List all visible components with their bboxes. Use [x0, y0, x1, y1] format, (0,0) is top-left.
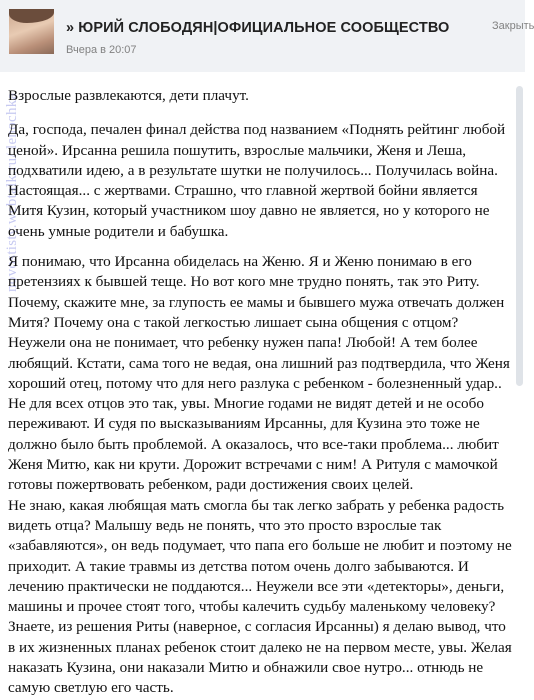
post-paragraph: Взрослые развлекаются, дети плачут. — [8, 87, 249, 104]
scrollbar-thumb[interactable] — [516, 86, 523, 386]
post-header — [0, 0, 534, 72]
close-link[interactable]: Закрыть — [492, 20, 534, 32]
post-paragraph: Знаете, из решения Риты (наверное, с согласия Ирсанны) я делаю вывод, что в их жизненных планах ребенок стоит далеко не на первом месте, увы. Желая наказать Кузина, они наказали Митю и обнажили свое нутро... отнюдь не самую светлую его часть. — [8, 618, 512, 697]
community-title[interactable]: » ЮРИЙ СЛОБОДЯН|ОФИЦИАЛЬНОЕ СООБЩЕСТВО — [66, 20, 450, 36]
post-body — [8, 86, 514, 699]
post-paragraph: Не знаю, какая любящая мать смогла бы так легко забрать у ребенка радость видеть отца? Малышу ведь не понять, что это просто взрослые так «забавляются», он ведь подумает, что папа его больше не любит и поэтому не приходит. А такие травмы из детства потом очень долго забываются. И лечению практически не поддаются... Неужели все эти «детекторы», деньги, машины и прочее стоят того, чтобы калечить судьбу маленькому человеку? — [8, 496, 512, 616]
post-paragraph: Да, господа, печален финал действа под названием «Поднять рейтинг любой ценой». Ирсанна решила пошутить, взрослые мальчики, Женя и Леша, подхватили идею, а в результате шутки не получилось... Получилась война. Настоящая... с жертвами. Страшно, что главной жертвой бойни является Митя Кузин, который участником шоу давно не является, но у которого не очень умные родители и бабушка. — [8, 121, 506, 240]
post-time[interactable]: Вчера в 20:07 — [66, 44, 137, 56]
scrollbar[interactable] — [514, 72, 525, 700]
watermark: novostisty.webtalk.ru/ lenochka — [4, 92, 20, 292]
avatar-photo — [9, 9, 54, 23]
author-avatar[interactable] — [9, 9, 54, 54]
post-paragraph: Я понимаю, что Ирсанна обиделась на Женю. Я и Женю понимаю в его претензиях к бывшей теще. Но вот кого мне трудно понять, так это Риту. Почему, скажите мне, за глупость ее мамы и бывшего мужа отвечать должен Митя? Почему она с такой легкостью лишает сына общения с отцом? Неужели она не понимает, что ребенку нужен папа! Любой! А тем более любящий. Кстати, сама того не ведая, она лишний раз подтвердила, что Женя хороший отец, потому что для него разлука с ребенком - болезненный удар.. Не для всех отцов это так, увы. Многие годами не видят детей и не особо переживают. И судя по высказываниям Ирсанны, для Кузина это тоже не должно было быть проблемой. А оказалось, что все-таки проблема... любит Женя Митю, как ни крути. Дорожит встречами с ним! А Ритуля с мамочкой готовы пожертвовать ребенком, ради достижения своих целей. — [8, 253, 510, 494]
